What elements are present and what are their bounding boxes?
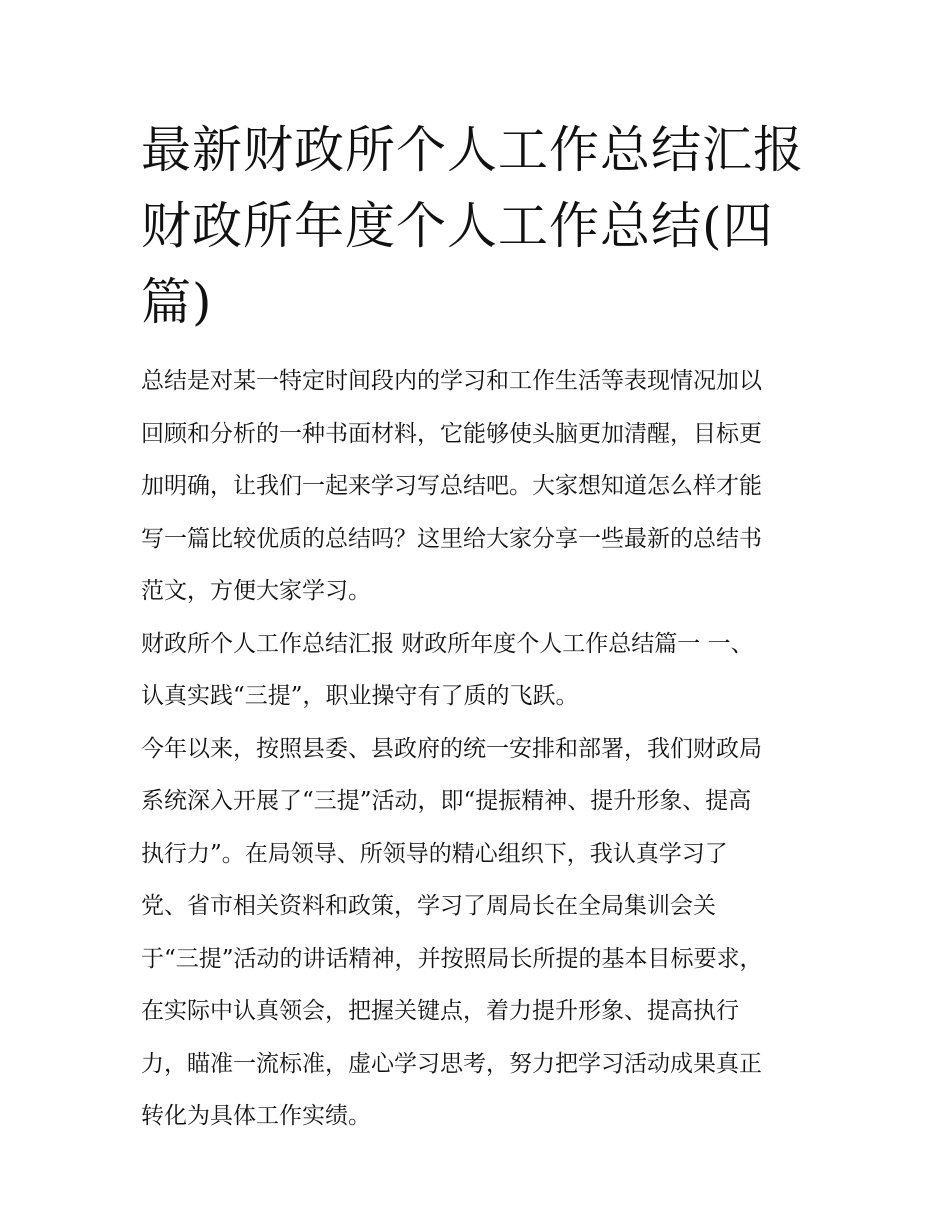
title-line: 篇) — [141, 273, 213, 331]
body-line: 加明确，让我们一起来学习写总结吧。大家想知道怎么样才能 — [141, 473, 762, 499]
title-line: 财政所年度个人工作总结(四 — [141, 197, 774, 255]
body-line: 在实际中认真领会，把握关键点，着力提升形象、提高执行 — [141, 998, 739, 1024]
body-line: 党、省市相关资料和政策，学习了周局长在全局集训会关 — [141, 893, 716, 919]
body-line: 回顾和分析的一种书面材料，它能够使头脑更加清醒，目标更 — [141, 420, 762, 447]
body-line: 于“三提”活动的讲话精神，并按照局长所提的基本目标要求， — [141, 945, 763, 972]
title-line: 最新财政所个人工作总结汇报 — [141, 121, 804, 179]
body-line: 写一篇比较优质的总结吗？这里给大家分享一些最新的总结书 — [141, 525, 762, 552]
body-line: 认真实践“三提”，职业操守有了质的飞跃。 — [141, 683, 579, 709]
document-body — [141, 355, 831, 1143]
body-line: 转化为具体工作实绩。 — [141, 1103, 371, 1129]
body-line: 执行力”。在局领导、所领导的精心组织下，我认真学习了 — [141, 840, 728, 867]
document-title — [141, 112, 821, 340]
body-line: 财政所个人工作总结汇报 财政所年度个人工作总结篇一 一、 — [141, 630, 754, 657]
body-line: 今年以来，按照县委、县政府的统一安排和部署，我们财政局 — [141, 735, 762, 762]
body-line: 范文，方便大家学习。 — [141, 578, 371, 604]
body-line: 系统深入开展了“三提”活动，即“提振精神、提升形象、提高 — [141, 788, 752, 814]
body-line: 总结是对某一特定时间段内的学习和工作生活等表现情况加以 — [141, 368, 762, 394]
body-line: 力，瞄准一流标准，虚心学习思考，努力把学习活动成果真正 — [141, 1050, 762, 1077]
